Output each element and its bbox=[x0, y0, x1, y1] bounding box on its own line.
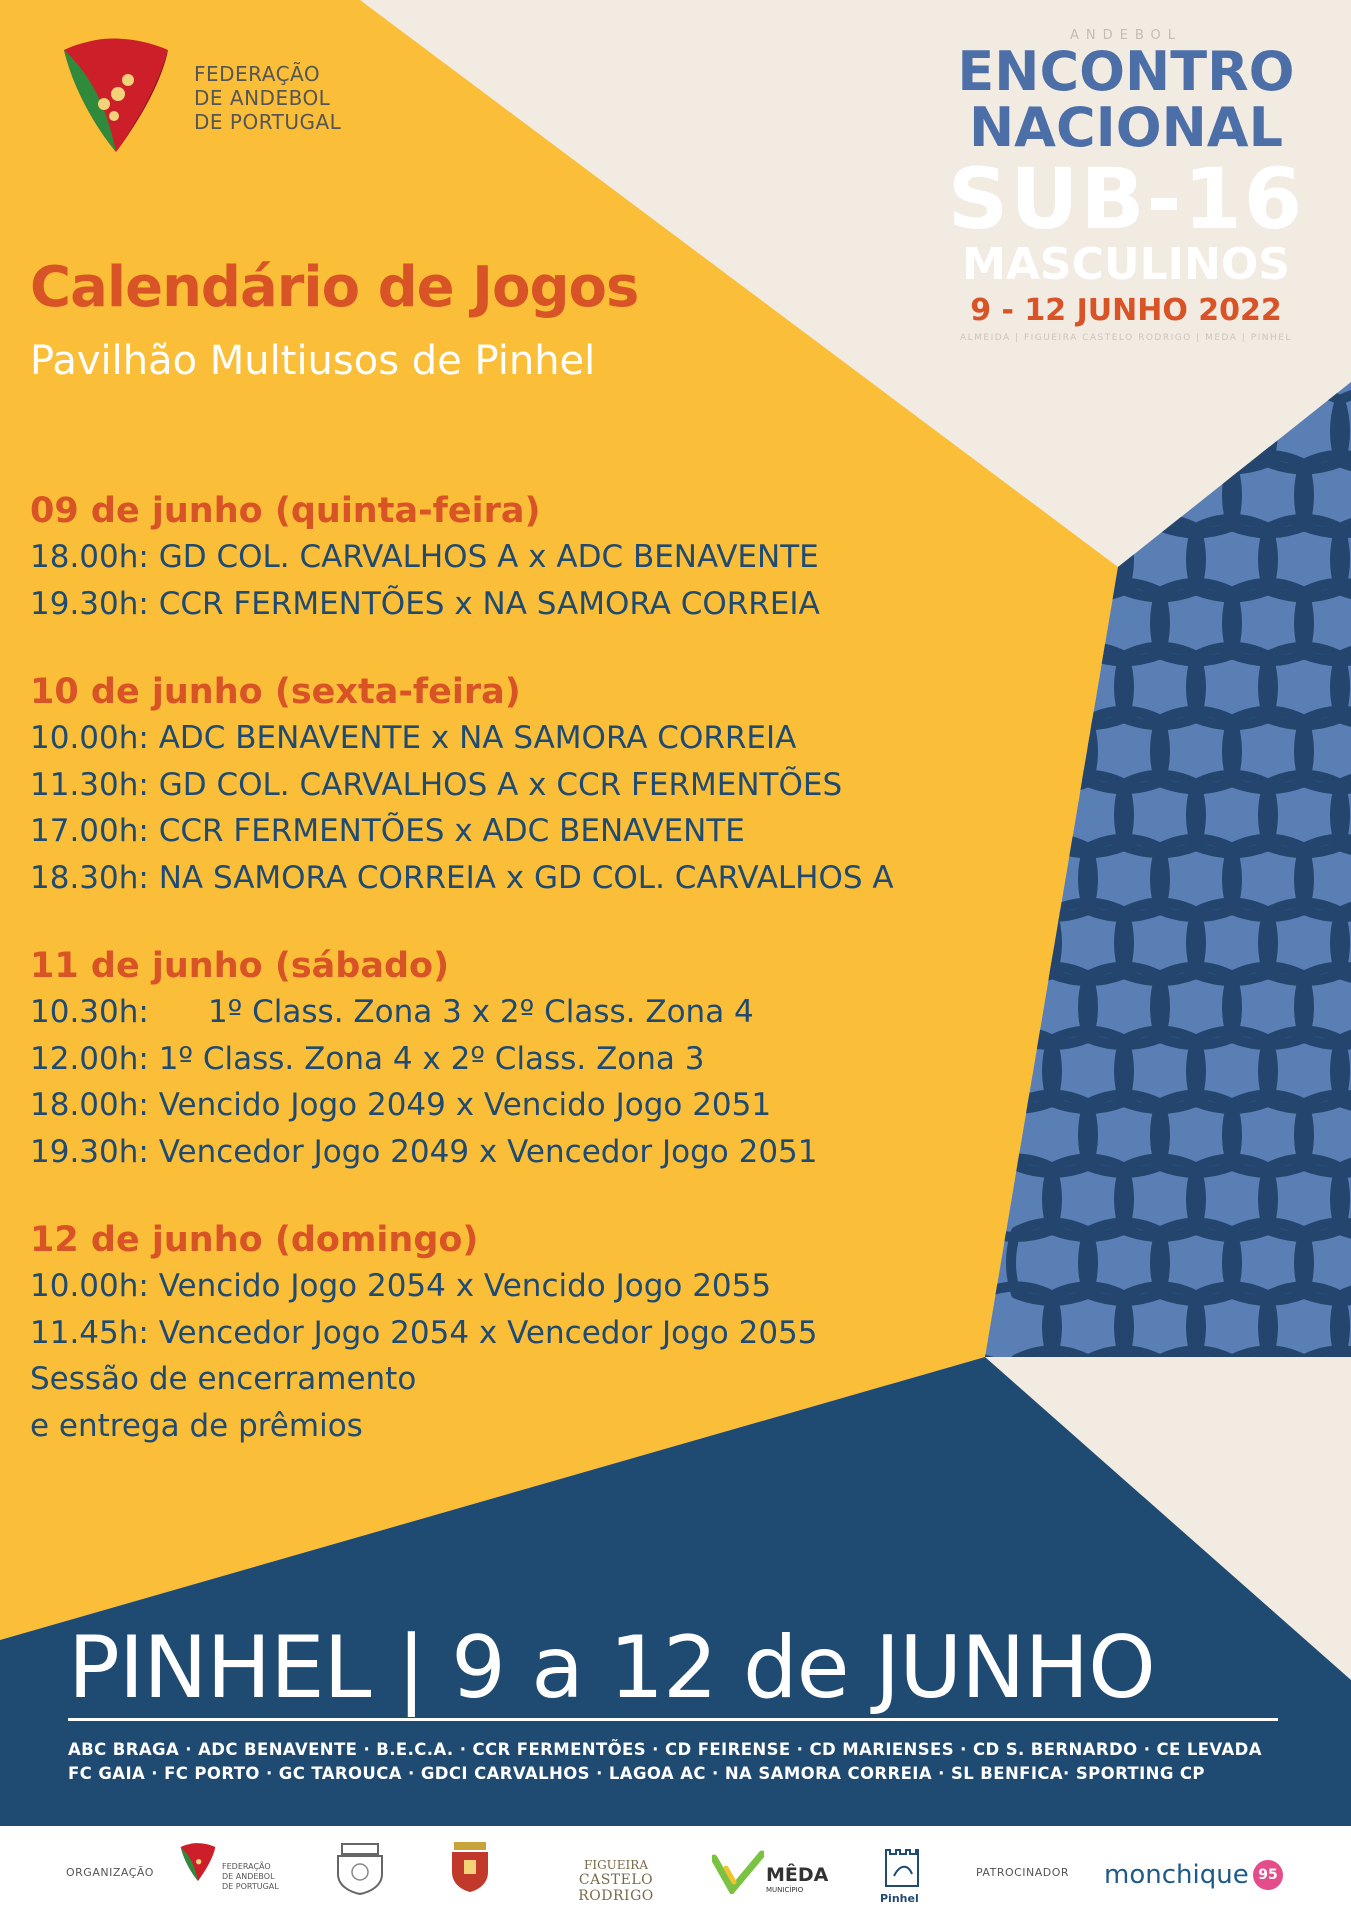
game-line: 18.00h: GD COL. CARVALHOS A x ADC BENAVENTE bbox=[30, 539, 819, 575]
organizacao-label: ORGANIZAÇÃO bbox=[66, 1866, 154, 1879]
clubs-list bbox=[68, 1738, 1288, 1786]
patrocinador-label: PATROCINADOR bbox=[976, 1866, 1070, 1879]
event-date: 9 - 12 JUNHO 2022 bbox=[970, 293, 1282, 328]
federation-logo-small-icon bbox=[178, 1840, 218, 1882]
federation-small-line2: DE ANDEBOL bbox=[222, 1872, 275, 1881]
game-line: 12.00h: 1º Class. Zona 4 x 2º Class. Zona 3 bbox=[30, 1040, 705, 1077]
schedule-title: Calendário de Jogos bbox=[30, 255, 639, 320]
meda-logo-icon bbox=[712, 1850, 764, 1894]
federation-name-line1: FEDERAÇÃO bbox=[194, 62, 321, 86]
event-title-line4: MASCULINOS bbox=[962, 239, 1290, 290]
pinhel-logo-icon bbox=[882, 1846, 922, 1894]
day-block bbox=[30, 669, 990, 901]
day-heading: 09 de junho (quinta-feira) bbox=[30, 491, 541, 531]
figueira-logo bbox=[556, 1858, 676, 1904]
banner-headline bbox=[68, 1618, 1155, 1718]
game-line: 19.30h: Vencedor Jogo 2049 x Vencedor Jogo 2051 bbox=[30, 1133, 818, 1170]
day-heading: 11 de junho (sábado) bbox=[30, 946, 450, 986]
day-block bbox=[30, 943, 990, 1175]
federation-small-name bbox=[222, 1862, 279, 1892]
day-heading: 12 de junho (domingo) bbox=[30, 1220, 479, 1260]
schedule-venue: Pavilhão Multiusos de Pinhel bbox=[30, 338, 596, 384]
event-title-line3: SUB-16 bbox=[947, 150, 1305, 248]
banner-separator: | bbox=[370, 1618, 452, 1718]
clubs-line: FC GAIA · FC PORTO · GC TAROUCA · GDCI CARVALHOS · LAGOA AC · NA SAMORA CORREIA · SL BENFICA· SPORTING CP bbox=[68, 1764, 1205, 1783]
federation-name bbox=[194, 62, 341, 134]
figueira-logo-line1: FIGUEIRA bbox=[584, 1858, 648, 1872]
event-sport: ANDEBOL bbox=[1069, 28, 1182, 43]
game-line: 11.30h: GD COL. CARVALHOS A x CCR FERMENTÕES bbox=[30, 766, 843, 803]
schedule-list bbox=[30, 488, 990, 1491]
federation-name-line2: DE ANDEBOL bbox=[194, 86, 331, 110]
meda-logo-sub: MUNICÍPIO bbox=[766, 1886, 804, 1894]
game-line: 10.00h: ADC BENAVENTE x NA SAMORA CORREIA bbox=[30, 720, 797, 756]
game-line: 18.30h: NA SAMORA CORREIA x GD COL. CARVALHOS A bbox=[30, 859, 894, 896]
federation-small-line1: FEDERAÇÃO bbox=[222, 1862, 271, 1871]
federation-name-line3: DE PORTUGAL bbox=[194, 110, 342, 134]
day-block bbox=[30, 488, 990, 627]
almeida-crest-icon bbox=[448, 1840, 492, 1896]
banner-rule bbox=[68, 1718, 1278, 1721]
federation-small-line3: DE PORTUGAL bbox=[222, 1882, 279, 1891]
event-venues: ALMEIDA | FIGUEIRA CASTELO RODRIGO | MEDA | PINHEL bbox=[960, 333, 1292, 343]
event-title-block bbox=[940, 28, 1312, 343]
federation-logo-icon bbox=[56, 30, 176, 154]
pinhel-logo-text: Pinhel bbox=[880, 1892, 919, 1905]
monchique-badge-icon: 95 bbox=[1253, 1860, 1283, 1890]
game-line: 19.30h: CCR FERMENTÕES x NA SAMORA CORREIA bbox=[30, 585, 820, 622]
banner-city: PINHEL bbox=[68, 1618, 371, 1718]
figueira-logo-line2: CASTELO RODRIGO bbox=[578, 1872, 654, 1904]
closing-ceremony-line: e entrega de prêmios bbox=[30, 1407, 363, 1444]
monchique-logo-text: monchique bbox=[1104, 1860, 1249, 1890]
meda-logo-text: MÊDA bbox=[766, 1864, 829, 1886]
guarda-crest-icon bbox=[332, 1840, 388, 1896]
closing-ceremony-line: Sessão de encerramento bbox=[30, 1361, 417, 1397]
banner-dates: 9 a 12 de JUNHO bbox=[451, 1618, 1155, 1718]
game-line: 18.00h: Vencido Jogo 2049 x Vencido Jogo 2051 bbox=[30, 1087, 772, 1123]
game-line: 11.45h: Vencedor Jogo 2054 x Vencedor Jogo 2055 bbox=[30, 1314, 818, 1351]
day-block bbox=[30, 1217, 990, 1449]
clubs-line: ABC BRAGA · ADC BENAVENTE · B.E.C.A. · CCR FERMENTÕES · CD FEIRENSE · CD MARIENSES · CD S. BERNARDO · CE LEVADA bbox=[68, 1740, 1262, 1759]
game-line: 17.00h: CCR FERMENTÕES x ADC BENAVENTE bbox=[30, 813, 745, 849]
day-heading: 10 de junho (sexta-feira) bbox=[30, 672, 521, 712]
game-line: 10.00h: Vencido Jogo 2054 x Vencido Jogo 2055 bbox=[30, 1268, 772, 1304]
event-title-line1: ENCONTRO bbox=[957, 40, 1295, 103]
game-line: 10.30h: 1º Class. Zona 3 x 2º Class. Zona 4 bbox=[30, 994, 754, 1030]
event-title-line2: NACIONAL bbox=[968, 96, 1283, 159]
